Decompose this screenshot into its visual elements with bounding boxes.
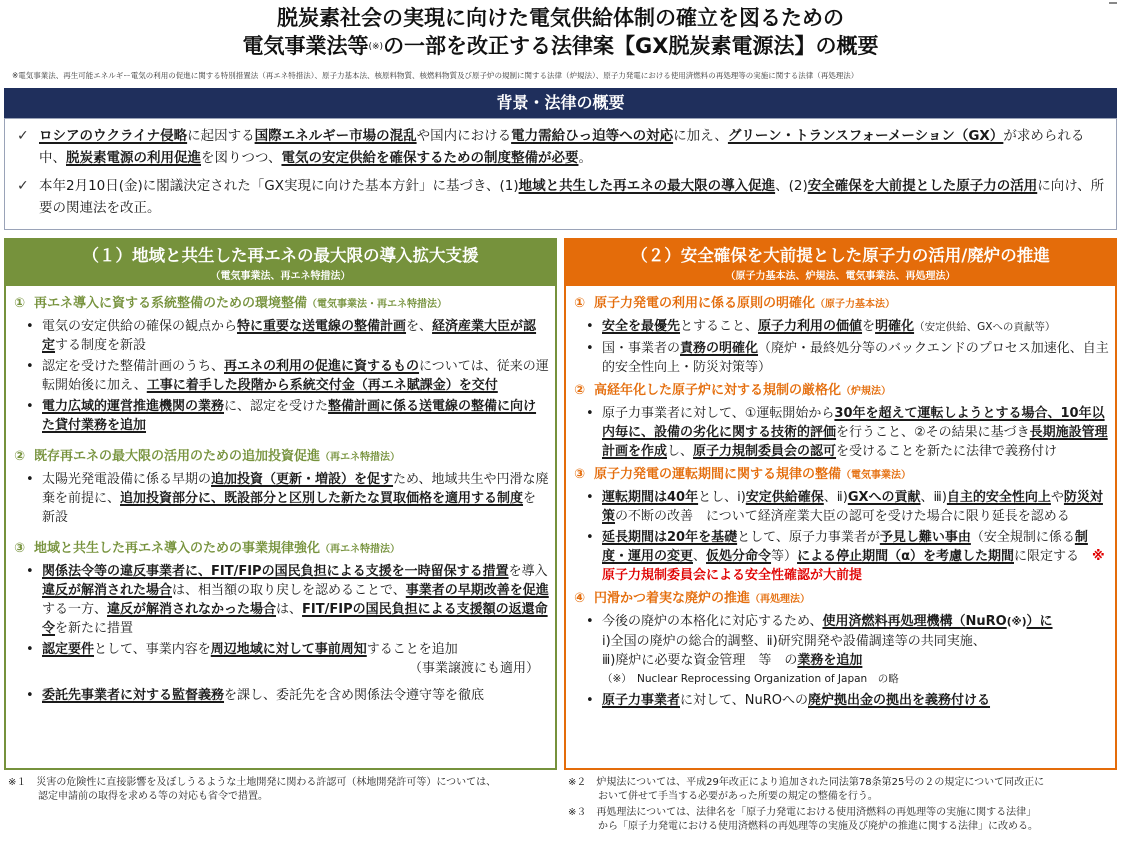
text: 今後の廃炉の本格化に対応するため、 xyxy=(602,614,823,629)
text-emphasis: 違反が解消されなかった場合 xyxy=(107,602,277,617)
background-item-2 xyxy=(17,175,1106,219)
right-column-body xyxy=(566,286,1115,710)
right-column xyxy=(564,238,1117,770)
text: し、 xyxy=(667,444,694,459)
text-emphasis: 原子力事業者 xyxy=(602,693,681,708)
text: 国・事業者の xyxy=(602,341,681,356)
section-law-tag: （電気事業法・再エネ特措法） xyxy=(307,299,448,310)
section-number: ① xyxy=(574,296,586,311)
text: については、従来の運転開始後に加え、 xyxy=(42,359,549,393)
left-bullet-4 xyxy=(14,470,549,527)
section-law-tag: （再エネ特措法） xyxy=(320,452,401,463)
text: とし、ⅰ) xyxy=(698,490,746,505)
text: （安全規制に係る xyxy=(970,530,1075,545)
right-section-2 xyxy=(574,381,1109,402)
section-number: ④ xyxy=(574,591,586,606)
text-emphasis: 防災対策 xyxy=(602,490,1103,524)
text-emphasis: 安定供給確保 xyxy=(745,490,824,505)
section-number: ③ xyxy=(14,541,26,556)
bg1-s11: 電気の安定供給を確保するための制度整備が必要 xyxy=(281,150,579,166)
left-bullet-5 xyxy=(14,562,549,581)
left-section-1 xyxy=(14,294,549,315)
title-note-mark: (※) xyxy=(368,42,384,52)
text: を、 xyxy=(406,319,433,334)
text: の不断の改善 について経済産業大臣の認可を受けた場合に限り延長を認める xyxy=(615,509,1070,524)
right-bullet-3 xyxy=(574,404,1109,461)
right-bullet-4 xyxy=(574,488,1109,526)
right-column-header xyxy=(566,240,1115,286)
text-emphasis: 経済産業大臣が認定 xyxy=(42,319,537,353)
check-icon: ✓ xyxy=(17,128,29,144)
bg1-s10: を図りつつ、 xyxy=(201,150,282,166)
text: 認定を受けた整備計画のうち、 xyxy=(42,359,225,374)
text: 電気の安定供給の確保の観点から xyxy=(42,319,238,334)
text: を xyxy=(862,319,876,334)
right-bullet-6-line2: ⅰ)全国の廃炉の総合的調整、ⅱ)研究開発や設備調達等の共同実施、 xyxy=(602,634,986,649)
section-law-tag: （炉規法） xyxy=(841,386,892,397)
text: する制度を新設 xyxy=(55,338,147,353)
right-bullet-6 xyxy=(574,612,1109,632)
text: を新たに措置 xyxy=(55,621,134,636)
bg2-s2: 地域と共生した再エネの最大限の導入促進 xyxy=(518,178,776,194)
text: 等） xyxy=(771,549,798,564)
title-line-1: 脱炭素社会の実現に向けた電気供給体制の確立を図るための xyxy=(277,6,844,30)
text-emphasis: ）に xyxy=(1026,614,1053,629)
text-emphasis: 事業者の早期改善を促進 xyxy=(405,583,549,598)
safety-note: ※原子力規制委員会による安全性確認が大前提 xyxy=(602,549,1105,583)
section-number: ③ xyxy=(574,467,586,482)
right-section-3 xyxy=(574,465,1109,486)
section-number: ② xyxy=(574,383,586,398)
text-emphasis: GXへの貢献 xyxy=(847,490,921,505)
text: を受けることを新たに法律で義務付け xyxy=(836,444,1058,459)
text: 、 xyxy=(693,549,707,564)
title-law-note: ※電気事業法、再生可能エネルギー電気の利用の促進に関する特別措置法（再エネ特措法）、原子力基本法、核原料物質、核燃料物質及び原子炉の規制に関する法律（炉規法）、原子力発電における使用済燃料の再処理等の実施に関する法律（再処理法） xyxy=(12,71,859,80)
text-emphasis: 責務の明確化 xyxy=(680,341,759,356)
bg1-s4: や国内における xyxy=(416,128,512,144)
text: として、事業内容を xyxy=(94,642,211,657)
section-law-tag: （原子力基本法） xyxy=(815,299,896,310)
bg1-s9: 脱炭素電源の利用促進 xyxy=(66,150,201,166)
section-law-tag: （再処理法） xyxy=(750,594,811,605)
bg2-s1: 本年2月10日(金)に閣議決定された「GX実現に向けた基本方針」に基づき、(1) xyxy=(39,178,519,194)
footnote-1: ※１ 災害の危険性に直接影響を及ぼしうるような土地開発に関わる許認可（林地開発許可等）については、 認定申請前の取得を求める等の対応も省令で措置。 xyxy=(8,777,497,802)
section-law-tag: （再エネ特措法） xyxy=(320,544,401,555)
left-subheading: （電気事業法、再エネ特措法） xyxy=(210,271,351,282)
bg2-s5: に向け、所要の関連法を改正。 xyxy=(39,178,1105,216)
bg1-s3: 国際エネルギー市場の混乱 xyxy=(254,128,417,144)
text: する一方、 xyxy=(42,602,108,617)
background-box xyxy=(4,118,1117,230)
text: を課し、委託先を含め関係法令遵守等を徹底 xyxy=(224,688,485,703)
text-emphasis: 委託先事業者に対する監督義務 xyxy=(42,688,225,703)
right-bullet-1 xyxy=(574,317,1109,337)
text: に、認定を受けた xyxy=(224,399,329,414)
text-emphasis: 周辺地域に対して事前周知 xyxy=(210,642,367,657)
section-number: ① xyxy=(14,296,26,311)
page-title xyxy=(0,4,1121,61)
text-emphasis: 使用済燃料再処理機構（NuRO xyxy=(822,614,1007,629)
left-bullet-6-note: （事業譲渡にも適用） xyxy=(408,661,539,676)
right-bullet-5 xyxy=(574,528,1109,585)
text-emphasis: 電力広域的運営推進機関の業務 xyxy=(42,399,225,414)
section-title: 原子力発電の利用に係る原則の明確化 xyxy=(594,296,816,311)
footnote-3: ※３ 再処理法については、法律名を「原子力発電における使用済燃料の再処理等の実施に関する法律」 から「原子力発電における使用済燃料の再処理等の実施及び廃炉の推進に関する法律」に改める。 xyxy=(568,807,1038,832)
text-emphasis: 特に重要な送電線の整備計画 xyxy=(237,319,407,334)
left-bullet-3 xyxy=(14,397,549,435)
text-emphasis: 工事に着手した段階から系統交付金（再エネ賦課金）を交付 xyxy=(146,378,498,393)
text-emphasis: 廃炉拠出金の拠出を義務付ける xyxy=(808,693,991,708)
bg2-s4: 安全確保を大前提とした原子力の活用 xyxy=(807,178,1038,194)
section-title: 既存再エネの最大限の活用のための追加投資促進 xyxy=(34,449,321,464)
right-bullet-6-line3 xyxy=(574,651,1109,670)
text-emphasis: 整備計画に係る送電線の整備に向けた貸付業務を追加 xyxy=(42,399,537,433)
text: は、 xyxy=(276,602,303,617)
text-emphasis: 原子力規制委員会の認可 xyxy=(693,444,837,459)
left-heading: （１）地域と共生した再エネの最大限の導入拡大支援 xyxy=(82,246,479,265)
section-title: 原子力発電の運転期間に関する規律の整備 xyxy=(594,467,842,482)
text-emphasis: 業務を追加 xyxy=(797,653,863,668)
left-section-3 xyxy=(14,539,549,560)
left-column-body xyxy=(6,286,555,705)
background-item-1 xyxy=(17,125,1106,169)
text: を新設 xyxy=(42,491,537,525)
note-mark: (※) xyxy=(1006,616,1027,628)
section-title: 再エネ導入に資する系統整備のための環境整備 xyxy=(34,296,308,311)
section-title: 円滑かつ着実な廃炉の推進 xyxy=(594,591,751,606)
text-emphasis: 認定要件 xyxy=(42,642,95,657)
text-emphasis: 30年を超えて運転しようとする場合、10年以内毎に、設備の劣化に関する技術的評価 xyxy=(602,406,1105,440)
text-emphasis: 仮処分命令 xyxy=(706,549,772,564)
text-emphasis: 原子力利用の価値 xyxy=(758,319,863,334)
text: ⅲ)廃炉に必要な資金管理 等 の xyxy=(602,653,798,668)
background-banner: 背景・法律の概要 xyxy=(4,88,1117,118)
text: 、ⅲ) xyxy=(920,490,947,505)
text-emphasis: 延長期間は20年を基礎 xyxy=(602,530,738,545)
text: は、相当額の取り戻しを認めることで、 xyxy=(172,583,406,598)
right-heading: （２）安全確保を大前提とした原子力の活用/廃炉の推進 xyxy=(631,246,1050,265)
right-section-4 xyxy=(574,589,1109,610)
text: することを追加 xyxy=(366,642,458,657)
text-emphasis: 制度・運用の変更 xyxy=(602,530,1088,564)
section-number: ② xyxy=(14,449,26,464)
footnote-2: ※２ 炉規法については、平成29年改正により追加された同法第78条第25号の２の規定について同改正に おいて併せて手当する必要があった所要の規定の整備を行う。 xyxy=(568,777,1045,802)
text-emphasis: 自主的安全性向上 xyxy=(946,490,1051,505)
left-bullet-2 xyxy=(14,357,549,395)
bg1-s8: が求められる中、 xyxy=(39,128,1085,166)
text: 太陽光発電設備に係る早期の xyxy=(42,472,212,487)
text-emphasis: による停止期間（α）を考慮した期間 xyxy=(797,549,1014,564)
left-column-header xyxy=(6,240,555,286)
right-bullet-6-note: （※） Nuclear Reprocessing Organization of Japan の略 xyxy=(602,673,899,685)
text: を行うこと、②その結果に基づき xyxy=(836,425,1030,440)
text-emphasis: 関係法令等の違反事業者に、FIT/FIPの国民負担による支援を一時留保する措置 xyxy=(42,564,509,579)
right-section-1 xyxy=(574,294,1109,315)
bg1-s1: ロシアのウクライナ侵略 xyxy=(39,128,188,144)
text-emphasis: 予見し難い事由 xyxy=(879,530,971,545)
text: を導入 xyxy=(508,564,548,579)
text: に対して、NuROへの xyxy=(680,693,808,708)
text: とすること、 xyxy=(680,319,759,334)
left-column xyxy=(4,238,557,770)
text-emphasis: 違反が解消された場合 xyxy=(42,583,173,598)
left-bullet-5-cont xyxy=(14,581,549,638)
text-emphasis: 明確化 xyxy=(875,319,915,334)
section-title: 地域と共生した再エネ導入のための事業規律強化 xyxy=(34,541,321,556)
bg2-s3: 、(2) xyxy=(775,178,808,194)
bg1-s12: 。 xyxy=(578,150,592,166)
text: 原子力事業者に対して、①運転開始から xyxy=(602,406,835,421)
section-title: 高経年化した原子炉に対する規制の厳格化 xyxy=(594,383,842,398)
bg1-s5: 電力需給ひっ迫等への対応 xyxy=(511,128,674,144)
right-bullet-2 xyxy=(574,339,1109,377)
bg1-s2: に起因する xyxy=(187,128,255,144)
title-line-2 xyxy=(0,32,1121,61)
text-emphasis: 追加投資（更新・増設）を促す xyxy=(211,472,394,487)
text: ため、地域共生や円滑な廃棄を前提に、 xyxy=(42,472,549,506)
text-emphasis: 安全を最優先 xyxy=(602,319,681,334)
left-bullet-6 xyxy=(14,640,549,659)
text: に限定する xyxy=(1014,549,1080,564)
section-law-tag: （電気事業法） xyxy=(841,470,912,481)
right-subheading: （原子力基本法、炉規法、電気事業法、再処理法） xyxy=(725,271,956,282)
left-bullet-7 xyxy=(14,686,549,705)
right-bullet-7 xyxy=(574,691,1109,710)
text-emphasis: 再エネの利用の促進に資するもの xyxy=(224,359,420,374)
text: として、原子力事業者が xyxy=(737,530,880,545)
title-line-2a: 電気事業法等 xyxy=(242,34,369,58)
bg1-s7: グリーン・トランスフォーメーション（GX） xyxy=(727,128,1004,144)
text-emphasis: 長期施設管理計画を作成 xyxy=(602,425,1108,459)
left-bullet-1 xyxy=(14,317,549,355)
text-note: （安定供給、GXへの貢献等） xyxy=(914,321,1056,333)
text: 、ⅱ) xyxy=(823,490,848,505)
text-emphasis: FIT/FIPの国民負担による支援額の返還命令 xyxy=(42,602,548,636)
bg1-s6: に加え、 xyxy=(673,128,728,144)
left-section-2 xyxy=(14,447,549,468)
text: や xyxy=(1050,490,1064,505)
title-line-2b: の一部を改正する法律案【GX脱炭素電源法】の概要 xyxy=(383,34,879,58)
text-emphasis: 追加投資部分に、既設部分と区別した新たな買取価格を適用する制度 xyxy=(120,491,524,506)
text-emphasis: 運転期間は40年 xyxy=(602,490,699,505)
check-icon: ✓ xyxy=(17,178,29,194)
text: （廃炉・最終処分等のバックエンドのプロセス加速化、自主的安全性向上・防災対策等） xyxy=(602,341,1109,375)
